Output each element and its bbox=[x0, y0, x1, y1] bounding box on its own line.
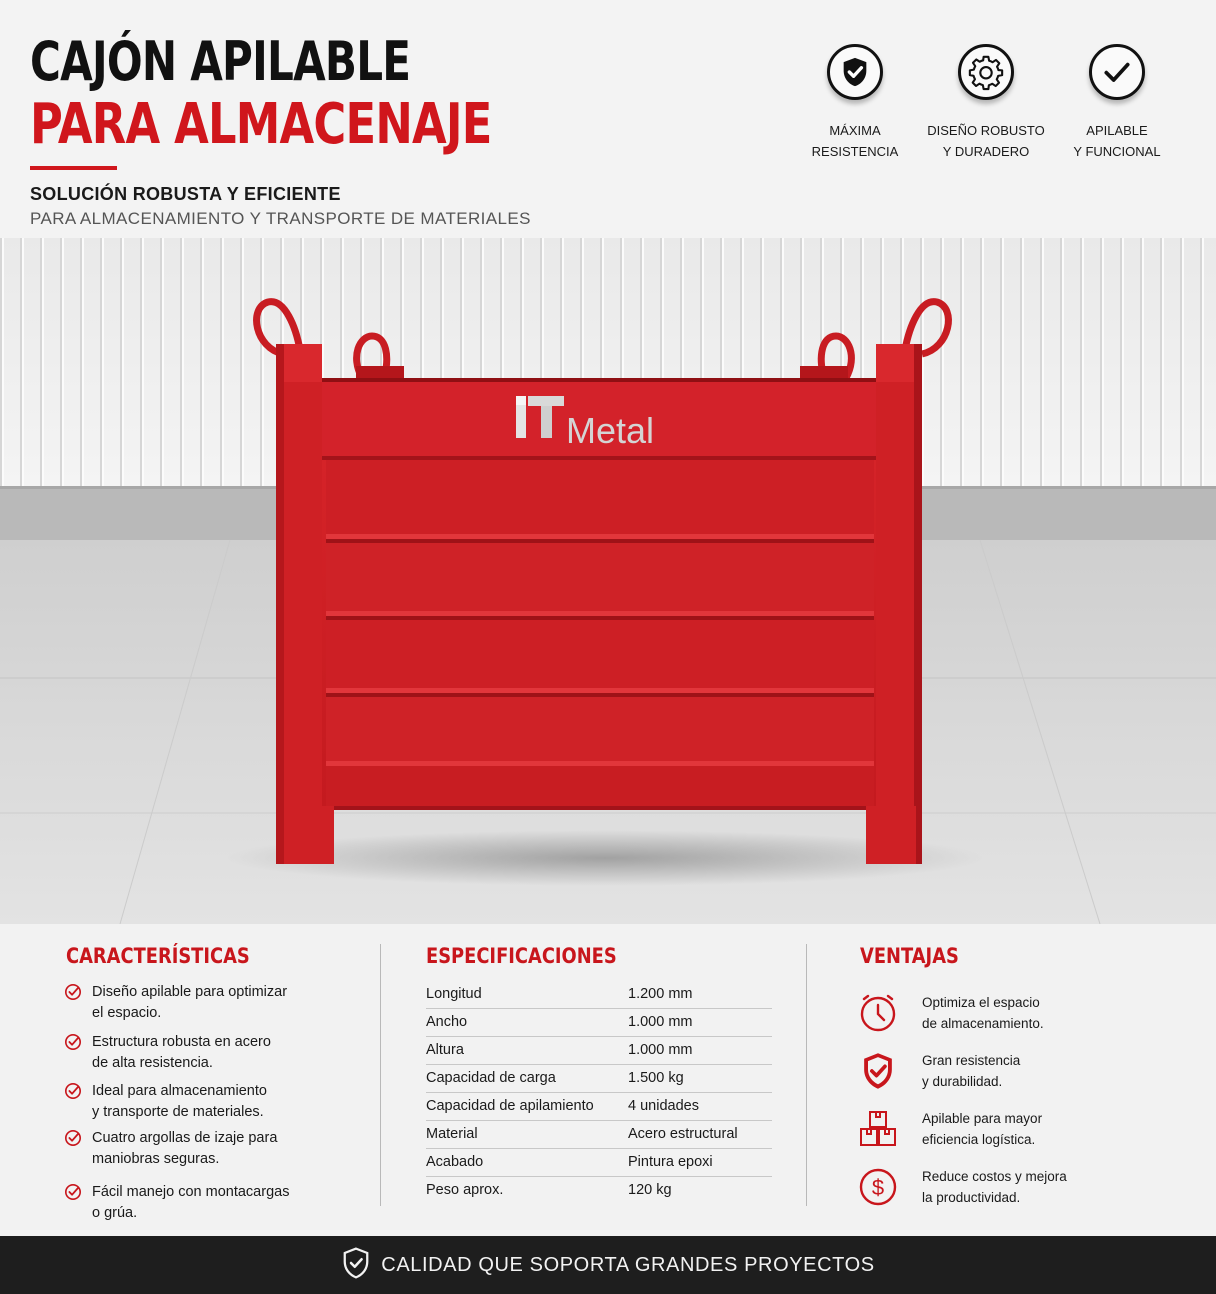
table-row bbox=[426, 1008, 772, 1036]
table-row bbox=[426, 1036, 772, 1064]
table-row bbox=[426, 1176, 772, 1204]
badge-diseno bbox=[916, 44, 1056, 162]
list-item-text: Ideal para almacenamiento y transporte de materiales. bbox=[92, 1083, 267, 1120]
list-item-text: Gran resistencia y durabilidad. bbox=[922, 1053, 1021, 1089]
table-row bbox=[426, 980, 772, 1008]
spec-table bbox=[426, 980, 772, 1204]
list-item bbox=[856, 1042, 1176, 1100]
footer-text: CALIDAD QUE SOPORTA GRANDES PROYECTOS bbox=[381, 1253, 875, 1276]
badge-resistencia bbox=[785, 44, 925, 162]
subtitle: SOLUCIÓN ROBUSTA Y EFICIENTE bbox=[30, 184, 341, 204]
badge-label: DISEÑO ROBUSTO Y DURADERO bbox=[927, 123, 1045, 159]
spec-key: Ancho bbox=[426, 1008, 628, 1036]
spec-value: Pintura epoxi bbox=[628, 1148, 772, 1176]
subtitle-secondary: PARA ALMACENAMIENTO Y TRANSPORTE DE MATERIALES bbox=[30, 209, 531, 228]
list-item-text: Optimiza el espacio de almacenamiento. bbox=[922, 995, 1044, 1031]
caracteristicas-title: CARACTERÍSTICAS bbox=[66, 944, 250, 968]
check-icon bbox=[1089, 44, 1145, 100]
ventajas-list bbox=[856, 984, 1176, 1216]
table-row bbox=[426, 1064, 772, 1092]
spec-value: 1.000 mm bbox=[628, 1008, 772, 1036]
list-item bbox=[856, 1100, 1176, 1158]
check-circle-icon bbox=[64, 1129, 82, 1147]
list-item bbox=[856, 1158, 1176, 1216]
list-item-text: Reduce costos y mejora la productividad. bbox=[922, 1169, 1067, 1205]
badge-label: APILABLE Y FUNCIONAL bbox=[1073, 123, 1161, 159]
check-circle-icon bbox=[64, 1033, 82, 1051]
spec-key: Capacidad de apilamiento bbox=[426, 1092, 628, 1120]
list-item-text: Diseño apilable para optimizar el espacio. bbox=[92, 984, 288, 1021]
brand-name: Metal bbox=[566, 410, 655, 451]
list-item-text: Fácil manejo con montacargas o grúa. bbox=[92, 1184, 290, 1221]
clock-icon bbox=[856, 991, 900, 1035]
list-item-text: Apilable para mayor eficiencia logística. bbox=[922, 1111, 1043, 1147]
ventajas-title: VENTAJAS bbox=[860, 944, 959, 968]
check-circle-icon bbox=[64, 983, 82, 1001]
spec-value: 1.000 mm bbox=[628, 1036, 772, 1064]
spec-value: 120 kg bbox=[628, 1182, 672, 1199]
spec-value: 1.500 kg bbox=[628, 1064, 772, 1092]
spec-key: Peso aprox. bbox=[426, 1182, 504, 1199]
shield-check-icon bbox=[341, 1246, 371, 1285]
dollar-icon bbox=[856, 1165, 900, 1209]
page-title-accent: PARA ALMACENAJE bbox=[30, 92, 492, 157]
list-item bbox=[64, 1081, 364, 1124]
column-divider bbox=[380, 944, 381, 1206]
footer-banner bbox=[0, 1236, 1216, 1294]
page-title: CAJÓN APILABLE bbox=[30, 30, 411, 93]
table-row bbox=[426, 1148, 772, 1176]
caracteristicas-list bbox=[64, 982, 364, 1227]
check-circle-icon bbox=[64, 1183, 82, 1201]
stacked-boxes-icon bbox=[856, 1107, 900, 1151]
column-divider bbox=[806, 944, 807, 1206]
shield-check-icon bbox=[827, 44, 883, 100]
table-row bbox=[426, 1120, 772, 1148]
shield-check-icon bbox=[856, 1049, 900, 1093]
product-photo bbox=[0, 238, 1216, 924]
list-item bbox=[856, 984, 1176, 1042]
especificaciones-title: ESPECIFICACIONES bbox=[426, 944, 617, 968]
title-underline bbox=[30, 166, 117, 170]
spec-value: Acero estructural bbox=[628, 1120, 772, 1148]
spec-value: 1.200 mm bbox=[628, 980, 772, 1008]
header bbox=[0, 0, 1216, 238]
spec-value: 4 unidades bbox=[628, 1092, 772, 1120]
list-item-text: Cuatro argollas de izaje para maniobras seguras. bbox=[92, 1130, 278, 1167]
list-item bbox=[64, 1032, 364, 1077]
check-circle-icon bbox=[64, 1082, 82, 1100]
badge-label: MÁXIMA RESISTENCIA bbox=[811, 123, 899, 159]
spec-key: Longitud bbox=[426, 980, 628, 1008]
spec-key: Altura bbox=[426, 1036, 628, 1064]
list-item bbox=[64, 982, 364, 1028]
table-row bbox=[426, 1092, 772, 1120]
info-section bbox=[0, 924, 1216, 1236]
gear-icon bbox=[958, 44, 1014, 100]
spec-key: Capacidad de carga bbox=[426, 1064, 628, 1092]
spec-key: Acabado bbox=[426, 1148, 628, 1176]
list-item bbox=[64, 1182, 364, 1223]
list-item-text: Estructura robusta en acero de alta resistencia. bbox=[92, 1034, 271, 1071]
badge-apilable bbox=[1047, 44, 1187, 162]
list-item bbox=[64, 1128, 364, 1178]
spec-key: Material bbox=[426, 1120, 628, 1148]
svg-text:$: $ bbox=[871, 1175, 885, 1200]
